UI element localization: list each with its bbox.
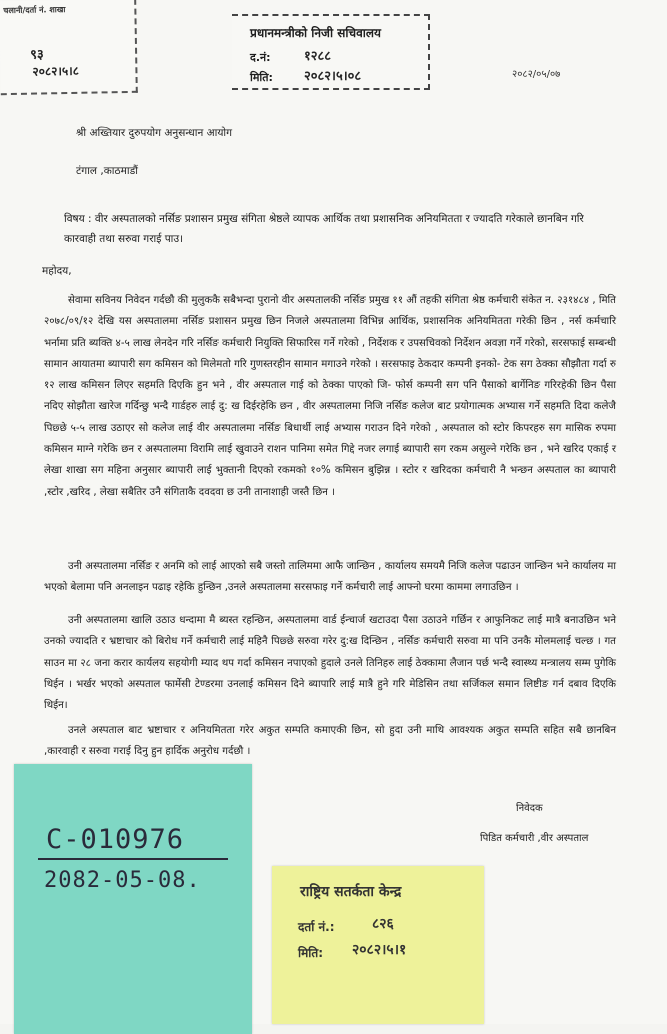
body-paragraph-1: सेवामा सविनय निवेदन गर्दछौ की मुलुककै सबैभन्दा पुरानो वीर अस्पतालकी नर्सिङ प्रमुख ११ औं तहकी संगिता श्रेष्ठ कर्मचारी संकेत न. २३१४८४ , मिति २०७८/०९/१२ देखि यस अस्पतालमा नर्सिङ प्रशासन प्रमुख छिन निजले अस्पतालमा विभिन्न आर्थिक, प्रशासनिक अनियमितता गरेकी छिन , नर्स कर्मचारि भर्नामा प्रति ब्यक्ति ४-५ लाख लेनदेन गरि नर्सिङ कर्मचारी नियुक्ति सिफारिस गर्ने गरेको , निर्देशक र उपसचिवको निर्देशन अवज्ञा गर्ने गरेको, सरसफाई सम्बन्धी सामान आयातमा ब्यापारी सग कमिसन को मिलेमतो गरि गुणस्तरहीन सामान मगाउने गरेको । सरसफाइ ठेकदार कम्पनी इनको- टेक सग ठेक्का सौझौता गर्दा रु १२ लाख कमिसन लिएर सहमति दिएकि हुन भने , वीर अस्पताल गाई को ठेक्का पाएको जि- फोर्स कम्पनी सग पनि पैसाको बार्गेनिङ गरिरहेकी छिन पैसा नदिए सोझौता खारेज गर्दिन्छु भन्दै गार्डहरु लाई दु: ख दिईरहेकि छन , वीर अस्पतालमा निजि नर्सिङ कलेज बाट प्रयोगात्मक अभ्यास गर्ने सहमति दिदा कलेजै पिछ्छे ५-५ लाख उठाएर सो कलेज लाई वीर अस्पतालमा नर्सिङ बिधार्थी लाई अभ्यास गराउन दिने गरेको , अस्पताल को स्टोर किपरहरु सग मासिक रुपमा कमिसन माग्ने गरेकि छन र अस्पतालमा विरामि लाई खुवाउने राशन पानिमा समेत गिद्दे नजर लगाई ब्यापारी सग रकम असुल्ने गरेकि छन , भने खरिद एकाई र लेखा शाखा सग महिना अनुसार ब्यापारी लाई भुक्तानी दिएको रकमको १०% कमिसन बुझिन्न । स्टोर र खरिदका कर्मचारी नै भन्छन अस्पताल का ब्यापारी ,स्टोर ,खरिद , लेखा सबैतिर उनै संगिताकै दवदवा छ उनी तानाशाही जस्तै छिन । bbox=[44, 295, 616, 498]
pm-stamp-miti-value: २०८२।५।०८ bbox=[304, 69, 362, 84]
pm-office-stamp-title: प्रधानमन्त्रीको निजी सचिवालय bbox=[250, 26, 381, 40]
stamp-number: ९३ bbox=[30, 47, 44, 63]
sticky-blue-underline bbox=[38, 858, 228, 860]
sticky-yellow-miti-label: मिति: bbox=[298, 946, 324, 960]
sticky-yellow-title: राष्ट्रिय सतर्कता केन्द्र bbox=[300, 884, 402, 900]
sticky-blue-date: 2082-05-08. bbox=[44, 868, 201, 893]
stamp-header: चलानी/दर्ता नं. शाखा bbox=[3, 5, 66, 16]
recipient-location: टंगाल ,काठमाडौं bbox=[76, 165, 138, 177]
pm-stamp-miti-label: मिति: bbox=[250, 71, 273, 84]
sticky-note-blue bbox=[14, 764, 252, 1034]
pm-stamp-darta-value: १२८८ bbox=[304, 49, 332, 64]
body-paragraph-4: उनले अस्पताल बाट भ्रष्टाचार र अनियमितता गरेर अकुत सम्पति कमाएकी छिन, सो हुदा उनी माथि आवश्यक अकुत सम्पति सहित सबै छानबिन ,कारवाही र सरुवा गराई दिनु हुन हार्दिक अनुरोध गर्दछौ । bbox=[44, 725, 616, 758]
sticky-yellow-miti-value: २०८२।५।१ bbox=[352, 942, 407, 958]
pm-office-stamp bbox=[232, 14, 430, 90]
signature-name: पिडित कर्मचारी ,वीर अस्पताल bbox=[480, 833, 589, 844]
letter-subject: विषय : वीर अस्पतालको नर्सिङ प्रशासन प्रमुख संगिता श्रेष्ठले व्यापक आर्थिक तथा प्रशासनिक अनियमितता र ज्यादति गरेकाले छानबिन गरि कारवाही तथा सरुवा गराई पाउ। bbox=[64, 213, 584, 245]
registration-stamp-top-left bbox=[0, 0, 138, 95]
sticky-yellow-darta-value: ८२६ bbox=[372, 916, 394, 932]
sticky-blue-code: C-010976 bbox=[46, 824, 185, 855]
pm-stamp-darta-label: द.नं: bbox=[250, 51, 271, 64]
sticky-note-yellow bbox=[272, 866, 484, 1024]
sticky-yellow-darta-label: दर्ता नं.: bbox=[298, 920, 335, 934]
stamp-date: २०८२।५।८ bbox=[32, 63, 80, 79]
signature-title: निवेदक bbox=[516, 803, 543, 814]
letter-date: २०८२/०५/०७ bbox=[512, 69, 561, 80]
body-paragraph-2: उनी अस्पतालमा नर्सिङ र अनमि को लाई आएको सबै जस्तो तालिममा आफै जान्छिन , कार्यालय समयमै निजि कलेज पढाउन जान्छिन भने कार्यालय मा भएको बेलामा पनि अनलाइन पढाइ रहेकि हुन्छिन ,उनले अस्पतालमा सरसफाइ गर्ने कर्मचारी लाई आफ्नो घरमा काममा लगाउछिन । bbox=[44, 561, 616, 594]
recipient: श्री अख्तियार दुरुपयोग अनुसन्धान आयोग bbox=[76, 127, 233, 139]
body-paragraph-3: उनी अस्पतालमा खालि उठाउ धन्दामा मै ब्यस्त रहन्छिन, अस्पतालमा वार्ड ईन्चार्ज खटाउदा पैसा उठाउने गर्छिन र आफुनिकट लाई मात्रै बनाउछिन भने उनको ज्यादति र भ्रष्टाचार को बिरोध गर्ने कर्मचारी लाई महिनै पिछ्छे सरुवा गरेर दु:ख दिन्छिन , नर्सिङ कर्मचारी सरुवा मा पनि उनकै मोलमलाई चल्छ । गत साउन मा २८ जना करार कार्यलय सहयोगी म्याद थप गर्दा कमिसन नपाएको हुदाले उनले तिनिहरु लाई ठेक्कामा लैजान पर्छ भन्दै स्वास्थ्य मन्त्रालय सम्म पुगेकि थिईन । भर्खर भएको अस्पताल फार्मेसी टेण्डरमा उनलाई कमिसन दिने ब्यापारि लाई मात्रै हुने गरि मेडिसिन तथा सर्जिकल समान लिष्टीङ गर्न दबाव दिएकि थिईन। bbox=[44, 615, 616, 712]
salutation: महोदय, bbox=[42, 265, 72, 277]
